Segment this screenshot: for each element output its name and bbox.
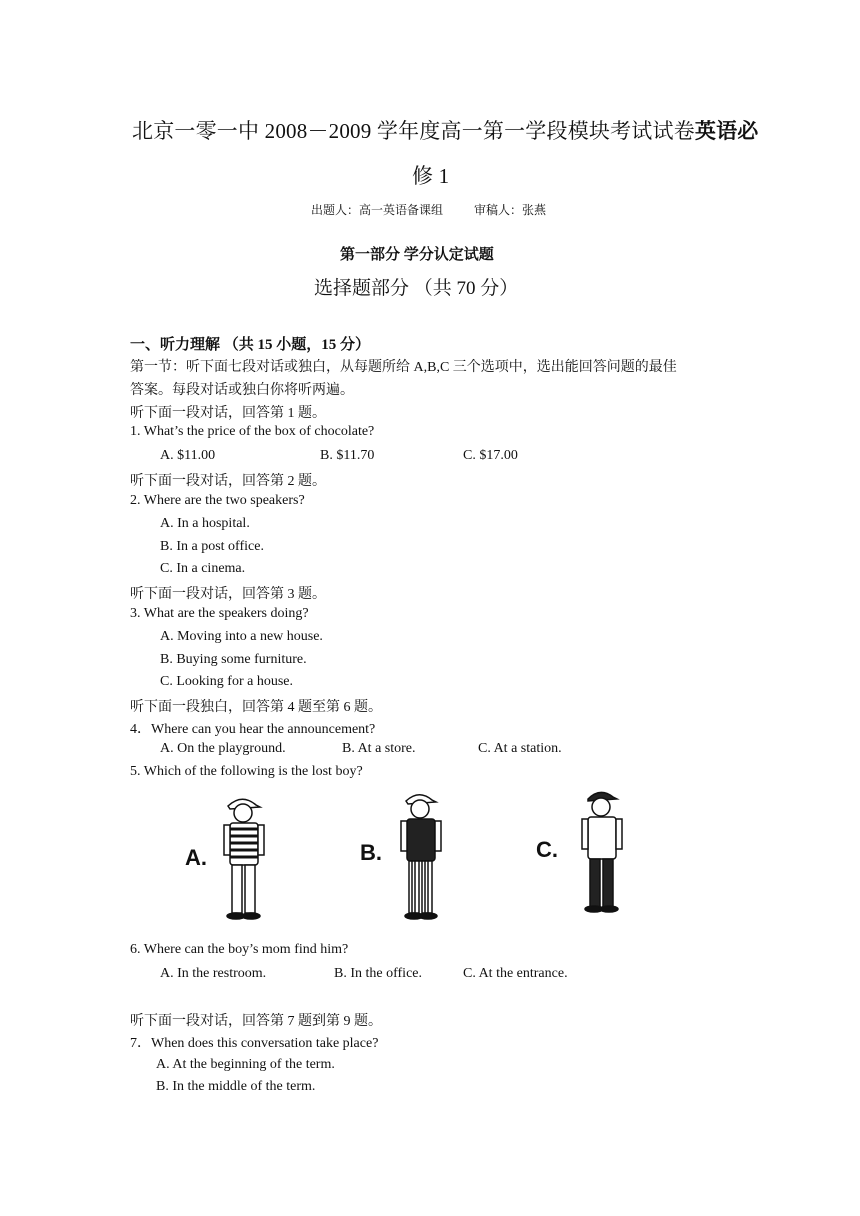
question-4: 4．Where can you hear the announcement? [130,722,376,737]
q7-option-a: A. At the beginning of the term. [156,1057,335,1072]
q4-option-c: C. At a station. [478,741,562,756]
q2-option-a: A. In a hospital. [160,516,250,531]
boy-b [401,795,441,919]
intro-4: 听下面一段独白，回答第 4 题至第 6 题。 [130,700,382,715]
instructions-line-1: 第一节：听下面七段对话或独白，从每题所给 A,B,C 三个选项中，选出能回答问题的最佳 [130,360,677,375]
reviewer-credit: 审稿人：张燕 [474,203,547,217]
q7-option-b: B. In the middle of the term. [156,1079,316,1094]
q1-option-b: B. $11.70 [320,448,375,463]
q3-option-b: B. Buying some furniture. [160,652,307,667]
q2-option-b: B. In a post office. [160,539,264,554]
setter-credit: 出题人：高一英语备课组 [311,203,444,217]
part-subtitle: 选择题部分 （共 70 分） [314,278,519,299]
q1-option-c: C. $17.00 [463,448,518,463]
q6-option-b: B. In the office. [334,966,422,981]
intro-7: 听下面一段对话，回答第 7 题到第 9 题。 [130,1014,382,1029]
q3-option-c: C. Looking for a house. [160,674,293,689]
boys-illustration [160,785,660,925]
part-title: 第一部分 学分认定试题 [340,247,494,263]
boys-figure [160,785,660,925]
q6-option-c: C. At the entrance. [463,966,568,981]
section-heading: 一、听力理解 （共 15 小题，15 分） [130,337,371,353]
q3-option-a: A. Moving into a new house. [160,629,323,644]
document-title [132,115,759,145]
q4-option-a: A. On the playground. [160,741,286,756]
title-line-2: 修 1 [412,164,450,188]
title-bold: 英语必 [694,119,759,143]
boy-a [224,799,264,919]
question-3: 3. What are the speakers doing? [130,606,309,621]
question-2: 2. Where are the two speakers? [130,493,305,508]
intro-2: 听下面一段对话，回答第 2 题。 [130,474,326,489]
label-c: C. [536,837,558,862]
q1-option-a: A. $11.00 [160,448,216,463]
boy-c [582,792,622,912]
question-6: 6. Where can the boy’s mom find him? [130,942,349,957]
question-1: 1. What’s the price of the box of chocolate? [130,424,375,439]
title-main: 北京一零一中 2008－2009 学年度高一第一学段模块考试试卷 [132,119,695,143]
label-a: A. [185,845,207,870]
q2-option-c: C. In a cinema. [160,561,246,576]
label-b: B. [360,840,382,865]
instructions-line-2: 答案。每段对话或独白你将听两遍。 [130,383,354,398]
q4-option-b: B. At a store. [342,741,416,756]
question-5: 5. Which of the following is the lost boy? [130,764,363,779]
intro-1: 听下面一段对话，回答第 1 题。 [130,406,326,421]
intro-3: 听下面一段对话，回答第 3 题。 [130,587,326,602]
q6-option-a: A. In the restroom. [160,966,267,981]
question-7: 7．When does this conversation take place? [130,1036,379,1051]
